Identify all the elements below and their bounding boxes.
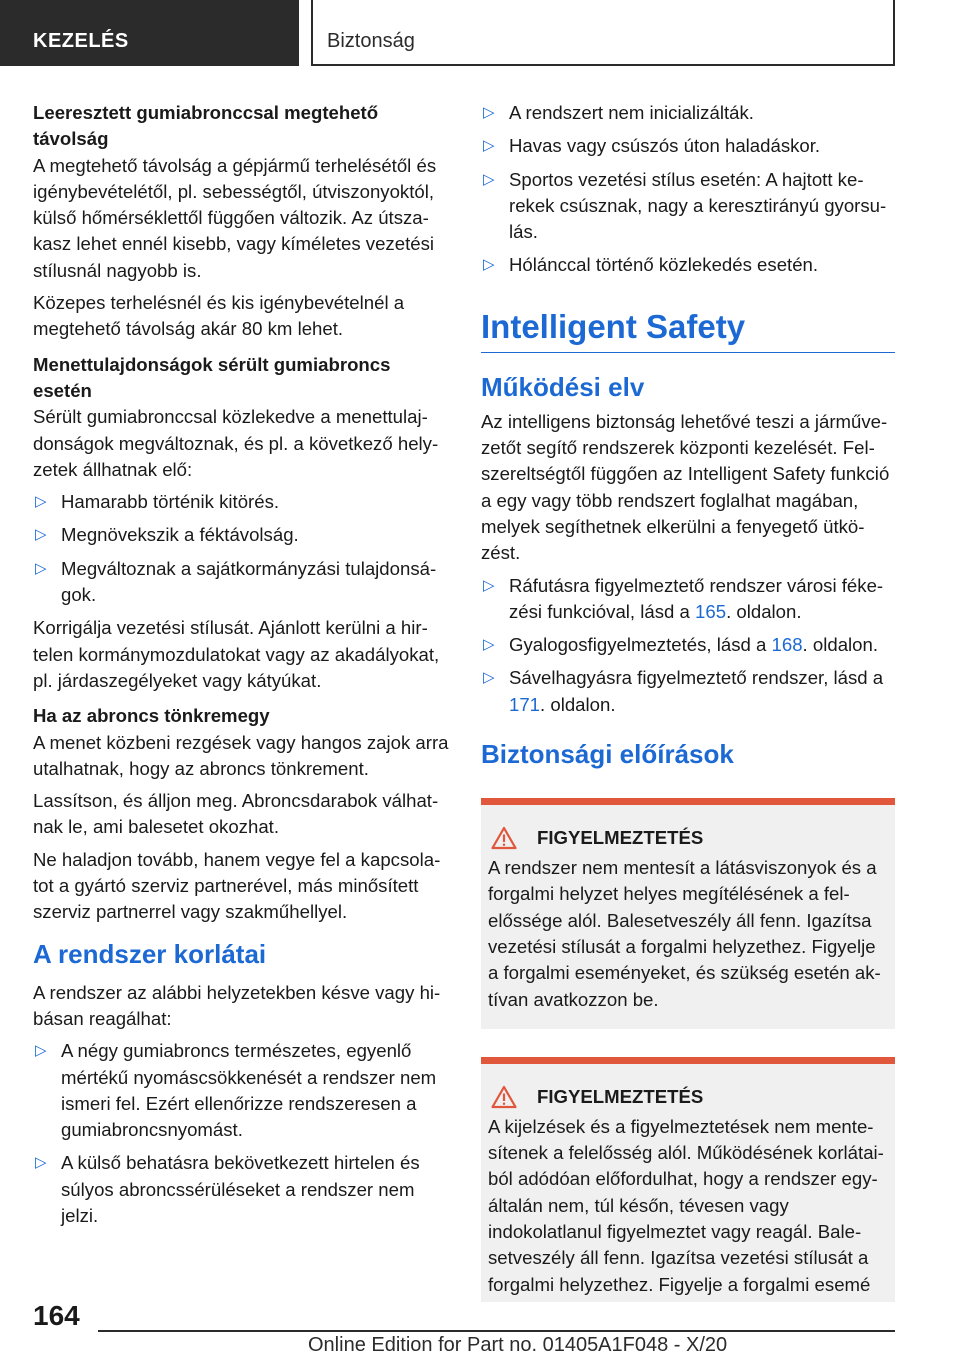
list-item: ▷ Megnövekszik a féktávolság. xyxy=(33,522,449,548)
triangle-bullet-icon: ▷ xyxy=(483,636,495,654)
warning-box xyxy=(481,798,895,1029)
section-tab: KEZELÉS xyxy=(0,0,299,66)
warning-text: A kijelzések és a figyelmeztetések nem mentesítenek a felelősség alól. Működésének korlátaiból adódóan előfordulhat, hogy a rendszer egyáltalán nem, túl későn, tévesen vagy indokolatlanul figyelmeztet vagy reagál. Balesetveszély áll fenn. Igazítsa vezetési stílusát a forgalmi helyzethez. Figyelje a forgalmi esemé xyxy=(488,1115,884,1295)
list-item: ▷ Hólánccal történő közlekedés esetén. xyxy=(481,252,895,278)
page-link[interactable]: 168 xyxy=(771,634,803,656)
footer-divider xyxy=(98,1330,895,1332)
list-item: ▷ Havas vagy csúszós úton haladáskor. xyxy=(481,133,895,159)
subheading-tire-failure: Ha az abroncs tönkremegy xyxy=(33,705,270,727)
bullet-list xyxy=(33,489,449,608)
triangle-bullet-icon: ▷ xyxy=(35,1042,47,1060)
triangle-bullet-icon: ▷ xyxy=(35,559,47,577)
triangle-bullet-icon: ▷ xyxy=(483,576,495,594)
warning-title: FIGYELMEZTETÉS xyxy=(488,825,887,851)
list-item: ▷ Sportos vezetési stílus esetén: A hajtott kerekek csúsznak, nagy a keresztirányú gyorsulás. xyxy=(483,168,887,243)
triangle-bullet-icon: ▷ xyxy=(35,1154,47,1172)
bullet-list xyxy=(33,1038,449,1229)
footer-edition: Online Edition for Part no. 01405A1F048 - X/20 xyxy=(308,1334,728,1356)
paragraph: Sérült gumiabronccsal közlekedve a menettulajdonságok megváltoznak, és pl. a következő helyzetek állhatnak elő: xyxy=(33,406,439,480)
page-link[interactable]: 171 xyxy=(509,693,541,715)
section-heading-safety: Biztonsági előírások xyxy=(481,739,734,770)
reference-list xyxy=(481,573,895,718)
paragraph: A menet közbeni rezgések vagy hangos zajok arra utalhatnak, hogy az abroncs tönkrement. xyxy=(33,731,449,779)
paragraph: A megtehető távolság a gépjármű terhelésétől és igénybevételétől, pl. sebességtől, útviszonyoktól, külső hőmérséklettől függően változik. Az útszakasz lehet ennél kisebb, vagy kíméletes vezetési stílusnál nagyobb is. xyxy=(33,154,437,281)
warning-triangle-icon xyxy=(491,826,517,850)
warning-triangle-icon xyxy=(491,1085,517,1109)
list-item: ▷ A külső behatásra bekövetkezett hirtelen és súlyos abroncssérüléseket a rendszer nem jelzi. xyxy=(35,1152,420,1226)
list-item: ▷ Ráfutásra figyelmeztető rendszer városi fékezési funkcióval, lásd a 165. oldalon. xyxy=(483,574,884,622)
warning-box xyxy=(481,1057,895,1302)
triangle-bullet-icon: ▷ xyxy=(483,256,495,274)
warning-title: FIGYELMEZTETÉS xyxy=(488,1084,887,1110)
chapter-heading: Intelligent Safety xyxy=(481,307,895,353)
triangle-bullet-icon: ▷ xyxy=(483,137,495,155)
page-title: Biztonság xyxy=(311,0,895,66)
list-item: ▷ Hamarabb történik kitörés. xyxy=(33,489,449,515)
subheading-range: Leeresztett gumiabronccsal megtehető távolság xyxy=(33,102,379,150)
section-heading-principle: Működési elv xyxy=(481,371,645,402)
list-item: ▷ Megváltoznak a sajátkormányzási tulajdonságok. xyxy=(35,557,437,606)
section-heading-limits: A rendszer korlátai xyxy=(33,938,267,969)
list-item: ▷ A négy gumiabroncs természetes, egyenlő mértékű nyomáscsökkenését a rendszer nem ismeri fel. Ezért ellenőrizze rendszeresen a gumiabroncsnyomást. xyxy=(35,1040,437,1141)
paragraph: Korrigálja vezetési stílusát. Ajánlott kerülni a hirtelen kormánymozdulatokat vagy az akadályokat, pl. járdaszegélyeket vagy kátyúkat. xyxy=(33,617,440,691)
paragraph: A rendszer az alábbi helyzetekben késve vagy hibásan reagálhat: xyxy=(33,981,441,1029)
list-item: ▷ Gyalogosfigyelmeztetés, lásd a 168. oldalon. xyxy=(481,632,895,658)
left-column xyxy=(33,100,449,1236)
paragraph: Az intelligens biztonság lehetővé teszi a járművezetőt segítő rendszerek központi kezelését. Felszereltségtől függően az Intelligent Safety funkció a egy vagy több rendszert foglalhat magában, melyek segíthetnek elkerülni a fenyegető ütközést. xyxy=(481,410,890,564)
triangle-bullet-icon: ▷ xyxy=(483,170,495,188)
subheading-handling: Menettulajdonságok sérült gumiabroncs esetén xyxy=(33,353,391,401)
paragraph: Ne haladjon tovább, hanem vegye fel a kapcsolatot a gyártó szerviz partnerével, más minősített szerviz partnerrel vagy szakműhellyel. xyxy=(33,848,441,923)
triangle-bullet-icon: ▷ xyxy=(35,526,47,544)
bullet-list xyxy=(481,100,895,279)
list-item: ▷ A rendszert nem inicializálták. xyxy=(481,100,895,126)
triangle-bullet-icon: ▷ xyxy=(483,104,495,121)
paragraph: Lassítson, és álljon meg. Abroncsdarabok válhatnak le, ami balesetet okozhat. xyxy=(33,790,439,838)
list-item: ▷ Sávelhagyásra figyelmeztető rendszer, lásd a 171. oldalon. xyxy=(483,667,884,715)
page-number: 164 xyxy=(33,1300,80,1331)
warning-text: A rendszer nem mentesít a látásviszonyok és a forgalmi helyzet helyes megítélésének a felelőssége alól. Balesetveszély áll fenn. Igazítsa vezetési stílusát a forgalmi helyzethez. Figyelje a forgalmi eseményeket, és szükség esetén aktívan avatkozzon be. xyxy=(488,857,881,1010)
triangle-bullet-icon: ▷ xyxy=(483,669,495,687)
right-column xyxy=(481,100,895,1302)
paragraph: Közepes terhelésnél és kis igénybevételnél a megtehető távolság akár 80 km lehet. xyxy=(33,292,405,340)
page-link[interactable]: 165 xyxy=(695,600,727,622)
triangle-bullet-icon: ▷ xyxy=(35,493,47,511)
